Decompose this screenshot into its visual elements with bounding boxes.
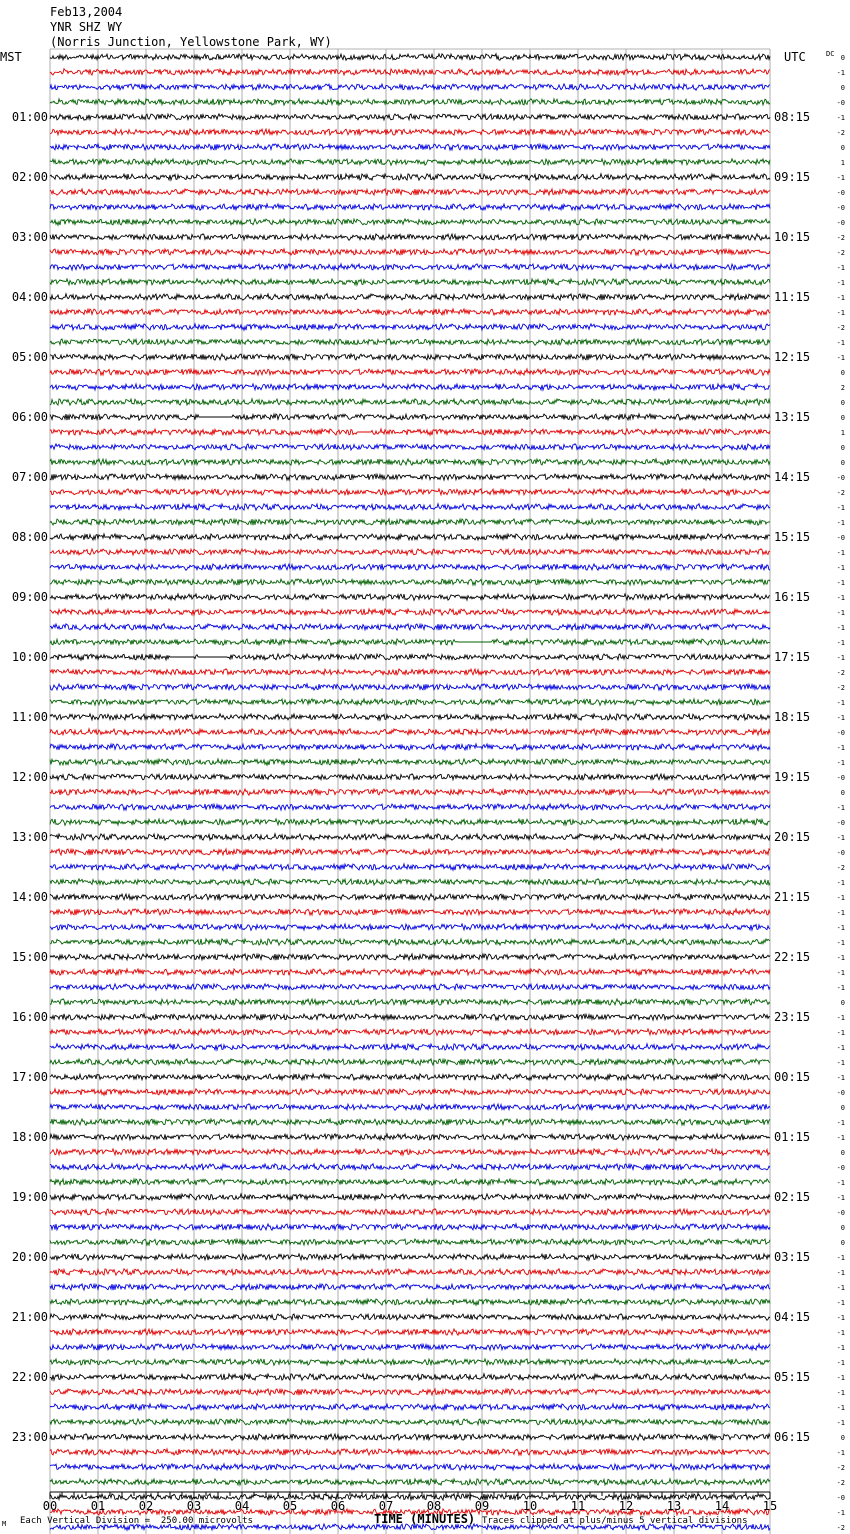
hour-label-right-6: 14:15: [774, 470, 811, 484]
location-label: (Norris Junction, Yellowstone Park, WY): [50, 35, 332, 49]
dc-offset-11: -0: [836, 219, 845, 227]
hour-label-left-9: 10:00: [11, 650, 48, 664]
dc-offset-69: -0: [836, 1089, 845, 1097]
x-tick-label-02: 02: [138, 1499, 154, 1513]
trace-15: [50, 279, 770, 285]
dc-offset-96: -0: [836, 1494, 845, 1502]
dc-offset-68: -1: [836, 1074, 845, 1082]
dc-offset-47: -1: [836, 759, 845, 767]
trace-29: [50, 489, 770, 496]
hour-label-right-20: 04:15: [774, 1310, 811, 1324]
trace-70: [50, 1104, 770, 1111]
trace-6: [50, 144, 770, 150]
hour-label-left-5: 06:00: [11, 410, 48, 424]
hour-label-left-4: 05:00: [11, 350, 48, 364]
x-tick-label-09: 09: [474, 1499, 490, 1513]
trace-95: [50, 1479, 770, 1485]
dc-offset-72: -1: [836, 1134, 845, 1142]
trace-63: [50, 999, 770, 1006]
dc-offset-34: -1: [836, 564, 845, 572]
trace-81: [50, 1269, 770, 1276]
dc-offset-77: -0: [836, 1209, 845, 1217]
trace-54: [50, 864, 770, 871]
trace-34: [50, 564, 770, 570]
dc-offset-12: -2: [836, 234, 845, 242]
hour-label-left-7: 08:00: [11, 530, 48, 544]
x-tick-label-03: 03: [186, 1499, 202, 1513]
x-tick-label-06: 06: [330, 1499, 346, 1513]
x-tick-label-11: 11: [570, 1499, 586, 1513]
dc-offset-49: 0: [840, 789, 845, 797]
dc-offset-4: -1: [836, 114, 845, 122]
trace-46: [50, 744, 770, 750]
x-tick-label-07: 07: [378, 1499, 394, 1513]
dc-offset-43: -1: [836, 699, 845, 707]
dc-offset-19: -1: [836, 339, 845, 347]
trace-42: [50, 684, 770, 691]
dc-offset-81: -1: [836, 1269, 845, 1277]
trace-50: [50, 804, 770, 810]
trace-38: [50, 624, 770, 631]
dc-offset-65: -1: [836, 1029, 845, 1037]
trace-32: [50, 534, 770, 541]
scale-note: Each Vertical Division = 250.00 microvolts: [20, 1516, 253, 1526]
dc-offset-9: -0: [836, 189, 845, 197]
dc-offset-7: 1: [840, 159, 845, 167]
dc-offset-58: -1: [836, 924, 845, 932]
dc-offset-80: -1: [836, 1254, 845, 1262]
hour-label-right-7: 15:15: [774, 530, 811, 544]
trace-61: [50, 969, 770, 976]
dc-offset-13: -2: [836, 249, 845, 257]
trace-87: [50, 1359, 770, 1366]
trace-23: [50, 399, 770, 406]
trace-10: [50, 204, 770, 210]
trace-49: [50, 789, 770, 796]
trace-3: [50, 99, 770, 105]
dc-offset-36: -1: [836, 594, 845, 602]
trace-56: [50, 894, 770, 900]
dc-offset-37: -1: [836, 609, 845, 617]
dc-offset-73: 0: [840, 1149, 845, 1157]
hour-label-left-2: 03:00: [11, 230, 48, 244]
hour-label-right-5: 13:15: [774, 410, 811, 424]
trace-78: [50, 1224, 770, 1231]
trace-86: [50, 1344, 770, 1350]
dc-offset-30: -1: [836, 504, 845, 512]
trace-43: [50, 699, 770, 705]
trace-41: [50, 669, 770, 676]
dc-offset-57: -1: [836, 909, 845, 917]
dc-offset-0: 0: [840, 54, 845, 62]
dc-offset-75: -1: [836, 1179, 845, 1187]
hour-label-left-6: 07:00: [11, 470, 48, 484]
dc-offset-38: -1: [836, 624, 845, 632]
trace-91: [50, 1419, 770, 1425]
trace-5: [50, 129, 770, 135]
hour-label-right-11: 19:15: [774, 770, 811, 784]
hour-label-left-13: 14:00: [11, 890, 48, 904]
trace-79: [50, 1239, 770, 1245]
trace-18: [50, 324, 770, 330]
dc-offset-94: -2: [836, 1464, 845, 1472]
dc-offset-56: -1: [836, 894, 845, 902]
trace-73: [50, 1149, 770, 1155]
dc-offset-88: -1: [836, 1374, 845, 1382]
dc-offset-98: -2: [836, 1524, 845, 1532]
clip-note: Traces clipped at plus/minus 5 vertical divisions: [482, 1516, 748, 1526]
trace-28: [50, 474, 770, 480]
trace-52: [50, 834, 770, 841]
trace-94: [50, 1464, 770, 1470]
trace-14: [50, 264, 770, 270]
dc-offset-26: 0: [840, 444, 845, 452]
trace-71: [50, 1119, 770, 1126]
dc-offset-92: 0: [840, 1434, 845, 1442]
dc-offset-5: -2: [836, 129, 845, 137]
dc-offset-79: 0: [840, 1239, 845, 1247]
seismic-traces: [50, 54, 770, 1534]
time-axis: [43, 1492, 777, 1513]
hour-label-left-0: 01:00: [11, 110, 48, 124]
dc-offset-87: -1: [836, 1359, 845, 1367]
dc-offset-74: -0: [836, 1164, 845, 1172]
dc-offset-17: -1: [836, 309, 845, 317]
dc-offset-70: 0: [840, 1104, 845, 1112]
trace-31: [50, 519, 770, 525]
trace-27: [50, 459, 770, 465]
dc-offset-values: [837, 54, 845, 1534]
x-tick-label-05: 05: [282, 1499, 298, 1513]
trace-8: [50, 174, 770, 180]
trace-75: [50, 1179, 770, 1185]
hour-label-left-10: 11:00: [11, 710, 48, 724]
trace-2: [50, 84, 770, 90]
trace-60: [50, 954, 770, 960]
hour-label-left-14: 15:00: [11, 950, 48, 964]
trace-67: [50, 1059, 770, 1066]
x-tick-label-13: 13: [666, 1499, 682, 1513]
trace-47: [50, 759, 770, 765]
trace-83: [50, 1299, 770, 1306]
trace-25: [50, 429, 770, 436]
dc-offset-93: -1: [836, 1449, 845, 1457]
x-tick-label-15: 15: [762, 1499, 778, 1513]
trace-20: [50, 354, 770, 361]
dc-offset-63: 0: [840, 999, 845, 1007]
trace-69: [50, 1089, 770, 1095]
hour-label-left-8: 09:00: [11, 590, 48, 604]
hour-label-right-17: 01:15: [774, 1130, 811, 1144]
dc-offset-62: -1: [836, 984, 845, 992]
hour-label-right-10: 18:15: [774, 710, 811, 724]
hour-label-left-19: 20:00: [11, 1250, 48, 1264]
trace-33: [50, 549, 770, 555]
trace-26: [50, 444, 770, 451]
dc-offset-78: 0: [840, 1224, 845, 1232]
dc-offset-32: -0: [836, 534, 845, 542]
dc-offset-28: -0: [836, 474, 845, 482]
hour-label-right-8: 16:15: [774, 590, 811, 604]
dc-offset-82: -1: [836, 1284, 845, 1292]
dc-offset-85: -1: [836, 1329, 845, 1337]
dc-offset-61: -1: [836, 969, 845, 977]
trace-21: [50, 369, 770, 375]
dc-offset-1: -1: [836, 69, 845, 77]
trace-64: [50, 1014, 770, 1020]
hour-label-left-20: 21:00: [11, 1310, 48, 1324]
trace-9: [50, 189, 770, 196]
hour-label-right-4: 12:15: [774, 350, 811, 364]
dc-offset-83: -1: [836, 1299, 845, 1307]
dc-offset-50: -1: [836, 804, 845, 812]
hour-label-left-12: 13:00: [11, 830, 48, 844]
dc-offset-35: -1: [836, 579, 845, 587]
hour-label-right-19: 03:15: [774, 1250, 811, 1264]
hour-label-left-17: 18:00: [11, 1130, 48, 1144]
trace-0: [50, 54, 770, 60]
dc-offset-89: -1: [836, 1389, 845, 1397]
dc-label: DC: [826, 50, 835, 58]
dc-offset-15: -1: [836, 279, 845, 287]
dc-offset-23: 0: [840, 399, 845, 407]
dc-offset-24: 0: [840, 414, 845, 422]
trace-7: [50, 159, 770, 166]
trace-66: [50, 1044, 770, 1050]
trace-80: [50, 1254, 770, 1261]
x-axis-title: TIME (MINUTES): [374, 1512, 476, 1526]
hour-label-right-0: 08:15: [774, 110, 811, 124]
trace-88: [50, 1374, 770, 1381]
hour-label-right-22: 06:15: [774, 1430, 811, 1444]
hour-label-left-15: 16:00: [11, 1010, 48, 1024]
hour-label-right-18: 02:15: [774, 1190, 811, 1204]
dc-offset-91: -1: [836, 1419, 845, 1427]
dc-offset-42: -2: [836, 684, 845, 692]
trace-62: [50, 984, 770, 990]
hour-label-left-22: 23:00: [11, 1430, 48, 1444]
x-tick-label-01: 01: [90, 1499, 106, 1513]
dc-offset-71: -1: [836, 1119, 845, 1127]
hour-label-right-13: 21:15: [774, 890, 811, 904]
date-label: Feb13,2004: [50, 5, 123, 19]
trace-89: [50, 1389, 770, 1395]
trace-37: [50, 609, 770, 615]
trace-45: [50, 729, 770, 736]
trace-65: [50, 1029, 770, 1035]
hour-label-left-21: 22:00: [11, 1370, 48, 1384]
dc-offset-54: -2: [836, 864, 845, 872]
trace-76: [50, 1194, 770, 1201]
trace-58: [50, 924, 770, 931]
trace-57: [50, 909, 770, 915]
hour-label-left-18: 19:00: [11, 1190, 48, 1204]
dc-offset-18: -2: [836, 324, 845, 332]
dc-offset-53: -0: [836, 849, 845, 857]
trace-30: [50, 504, 770, 511]
trace-44: [50, 714, 770, 720]
dc-offset-2: 0: [840, 84, 845, 92]
dc-offset-25: 1: [840, 429, 845, 437]
hour-label-left-1: 02:00: [11, 170, 48, 184]
trace-74: [50, 1164, 770, 1171]
trace-84: [50, 1314, 770, 1321]
hour-label-right-2: 10:15: [774, 230, 811, 244]
hour-label-right-9: 17:15: [774, 650, 811, 664]
trace-35: [50, 579, 770, 585]
station-label: YNR SHZ WY: [50, 20, 123, 34]
dc-offset-6: 0: [840, 144, 845, 152]
trace-85: [50, 1329, 770, 1335]
dc-offset-10: -0: [836, 204, 845, 212]
dc-offset-95: -2: [836, 1479, 845, 1487]
x-tick-label-10: 10: [522, 1499, 538, 1513]
x-tick-label-00: 00: [42, 1499, 58, 1513]
trace-13: [50, 249, 770, 255]
trace-4: [50, 114, 770, 120]
dc-offset-66: -1: [836, 1044, 845, 1052]
trace-40: [50, 654, 770, 660]
hour-label-right-15: 23:15: [774, 1010, 811, 1024]
dc-offset-45: -0: [836, 729, 845, 737]
dc-offset-41: -2: [836, 669, 845, 677]
dc-offset-90: -1: [836, 1404, 845, 1412]
trace-92: [50, 1434, 770, 1441]
trace-77: [50, 1209, 770, 1216]
dc-offset-33: -1: [836, 549, 845, 557]
dc-offset-22: 2: [840, 384, 845, 392]
trace-36: [50, 594, 770, 601]
trace-59: [50, 939, 770, 946]
dc-offset-84: -1: [836, 1314, 845, 1322]
corner-mark: M: [2, 1520, 7, 1528]
hour-label-right-21: 05:15: [774, 1370, 811, 1384]
trace-48: [50, 774, 770, 781]
trace-39: [50, 639, 770, 645]
dc-offset-55: -1: [836, 879, 845, 887]
hour-label-right-3: 11:15: [774, 290, 811, 304]
trace-55: [50, 879, 770, 886]
dc-offset-97: -1: [836, 1509, 845, 1517]
left-timezone-label: MST: [0, 50, 22, 64]
trace-93: [50, 1449, 770, 1455]
trace-72: [50, 1134, 770, 1140]
dc-offset-29: -2: [836, 489, 845, 497]
hour-label-left-16: 17:00: [11, 1070, 48, 1084]
x-tick-label-14: 14: [714, 1499, 730, 1513]
trace-11: [50, 219, 770, 225]
dc-offset-64: -1: [836, 1014, 845, 1022]
dc-offset-48: -0: [836, 774, 845, 782]
x-tick-label-12: 12: [618, 1499, 634, 1513]
trace-16: [50, 294, 770, 301]
hour-label-right-16: 00:15: [774, 1070, 811, 1084]
trace-19: [50, 339, 770, 346]
trace-22: [50, 384, 770, 390]
trace-53: [50, 849, 770, 855]
dc-offset-44: -1: [836, 714, 845, 722]
hour-label-right-12: 20:15: [774, 830, 811, 844]
dc-offset-20: -1: [836, 354, 845, 362]
dc-offset-59: -1: [836, 939, 845, 947]
trace-51: [50, 819, 770, 826]
hour-label-right-1: 09:15: [774, 170, 811, 184]
right-timezone-label: UTC: [784, 50, 806, 64]
dc-offset-51: -0: [836, 819, 845, 827]
trace-12: [50, 234, 770, 241]
dc-offset-76: -1: [836, 1194, 845, 1202]
dc-offset-14: -1: [836, 264, 845, 272]
trace-24: [50, 414, 770, 420]
trace-17: [50, 309, 770, 315]
x-tick-label-04: 04: [234, 1499, 250, 1513]
dc-offset-21: 0: [840, 369, 845, 377]
dc-offset-60: -1: [836, 954, 845, 962]
dc-offset-16: -1: [836, 294, 845, 302]
dc-offset-27: 0: [840, 459, 845, 467]
hour-label-left-3: 04:00: [11, 290, 48, 304]
dc-offset-39: -1: [836, 639, 845, 647]
hour-label-right-14: 22:15: [774, 950, 811, 964]
dc-offset-40: -1: [836, 654, 845, 662]
dc-offset-31: -1: [836, 519, 845, 527]
hour-label-left-11: 12:00: [11, 770, 48, 784]
dc-offset-3: -0: [836, 99, 845, 107]
x-tick-label-08: 08: [426, 1499, 442, 1513]
trace-90: [50, 1404, 770, 1411]
dc-offset-67: -1: [836, 1059, 845, 1067]
trace-1: [50, 69, 770, 75]
dc-offset-46: -1: [836, 744, 845, 752]
dc-offset-86: -1: [836, 1344, 845, 1352]
trace-82: [50, 1284, 770, 1290]
dc-offset-8: -1: [836, 174, 845, 182]
dc-offset-52: -1: [836, 834, 845, 842]
trace-68: [50, 1074, 770, 1080]
